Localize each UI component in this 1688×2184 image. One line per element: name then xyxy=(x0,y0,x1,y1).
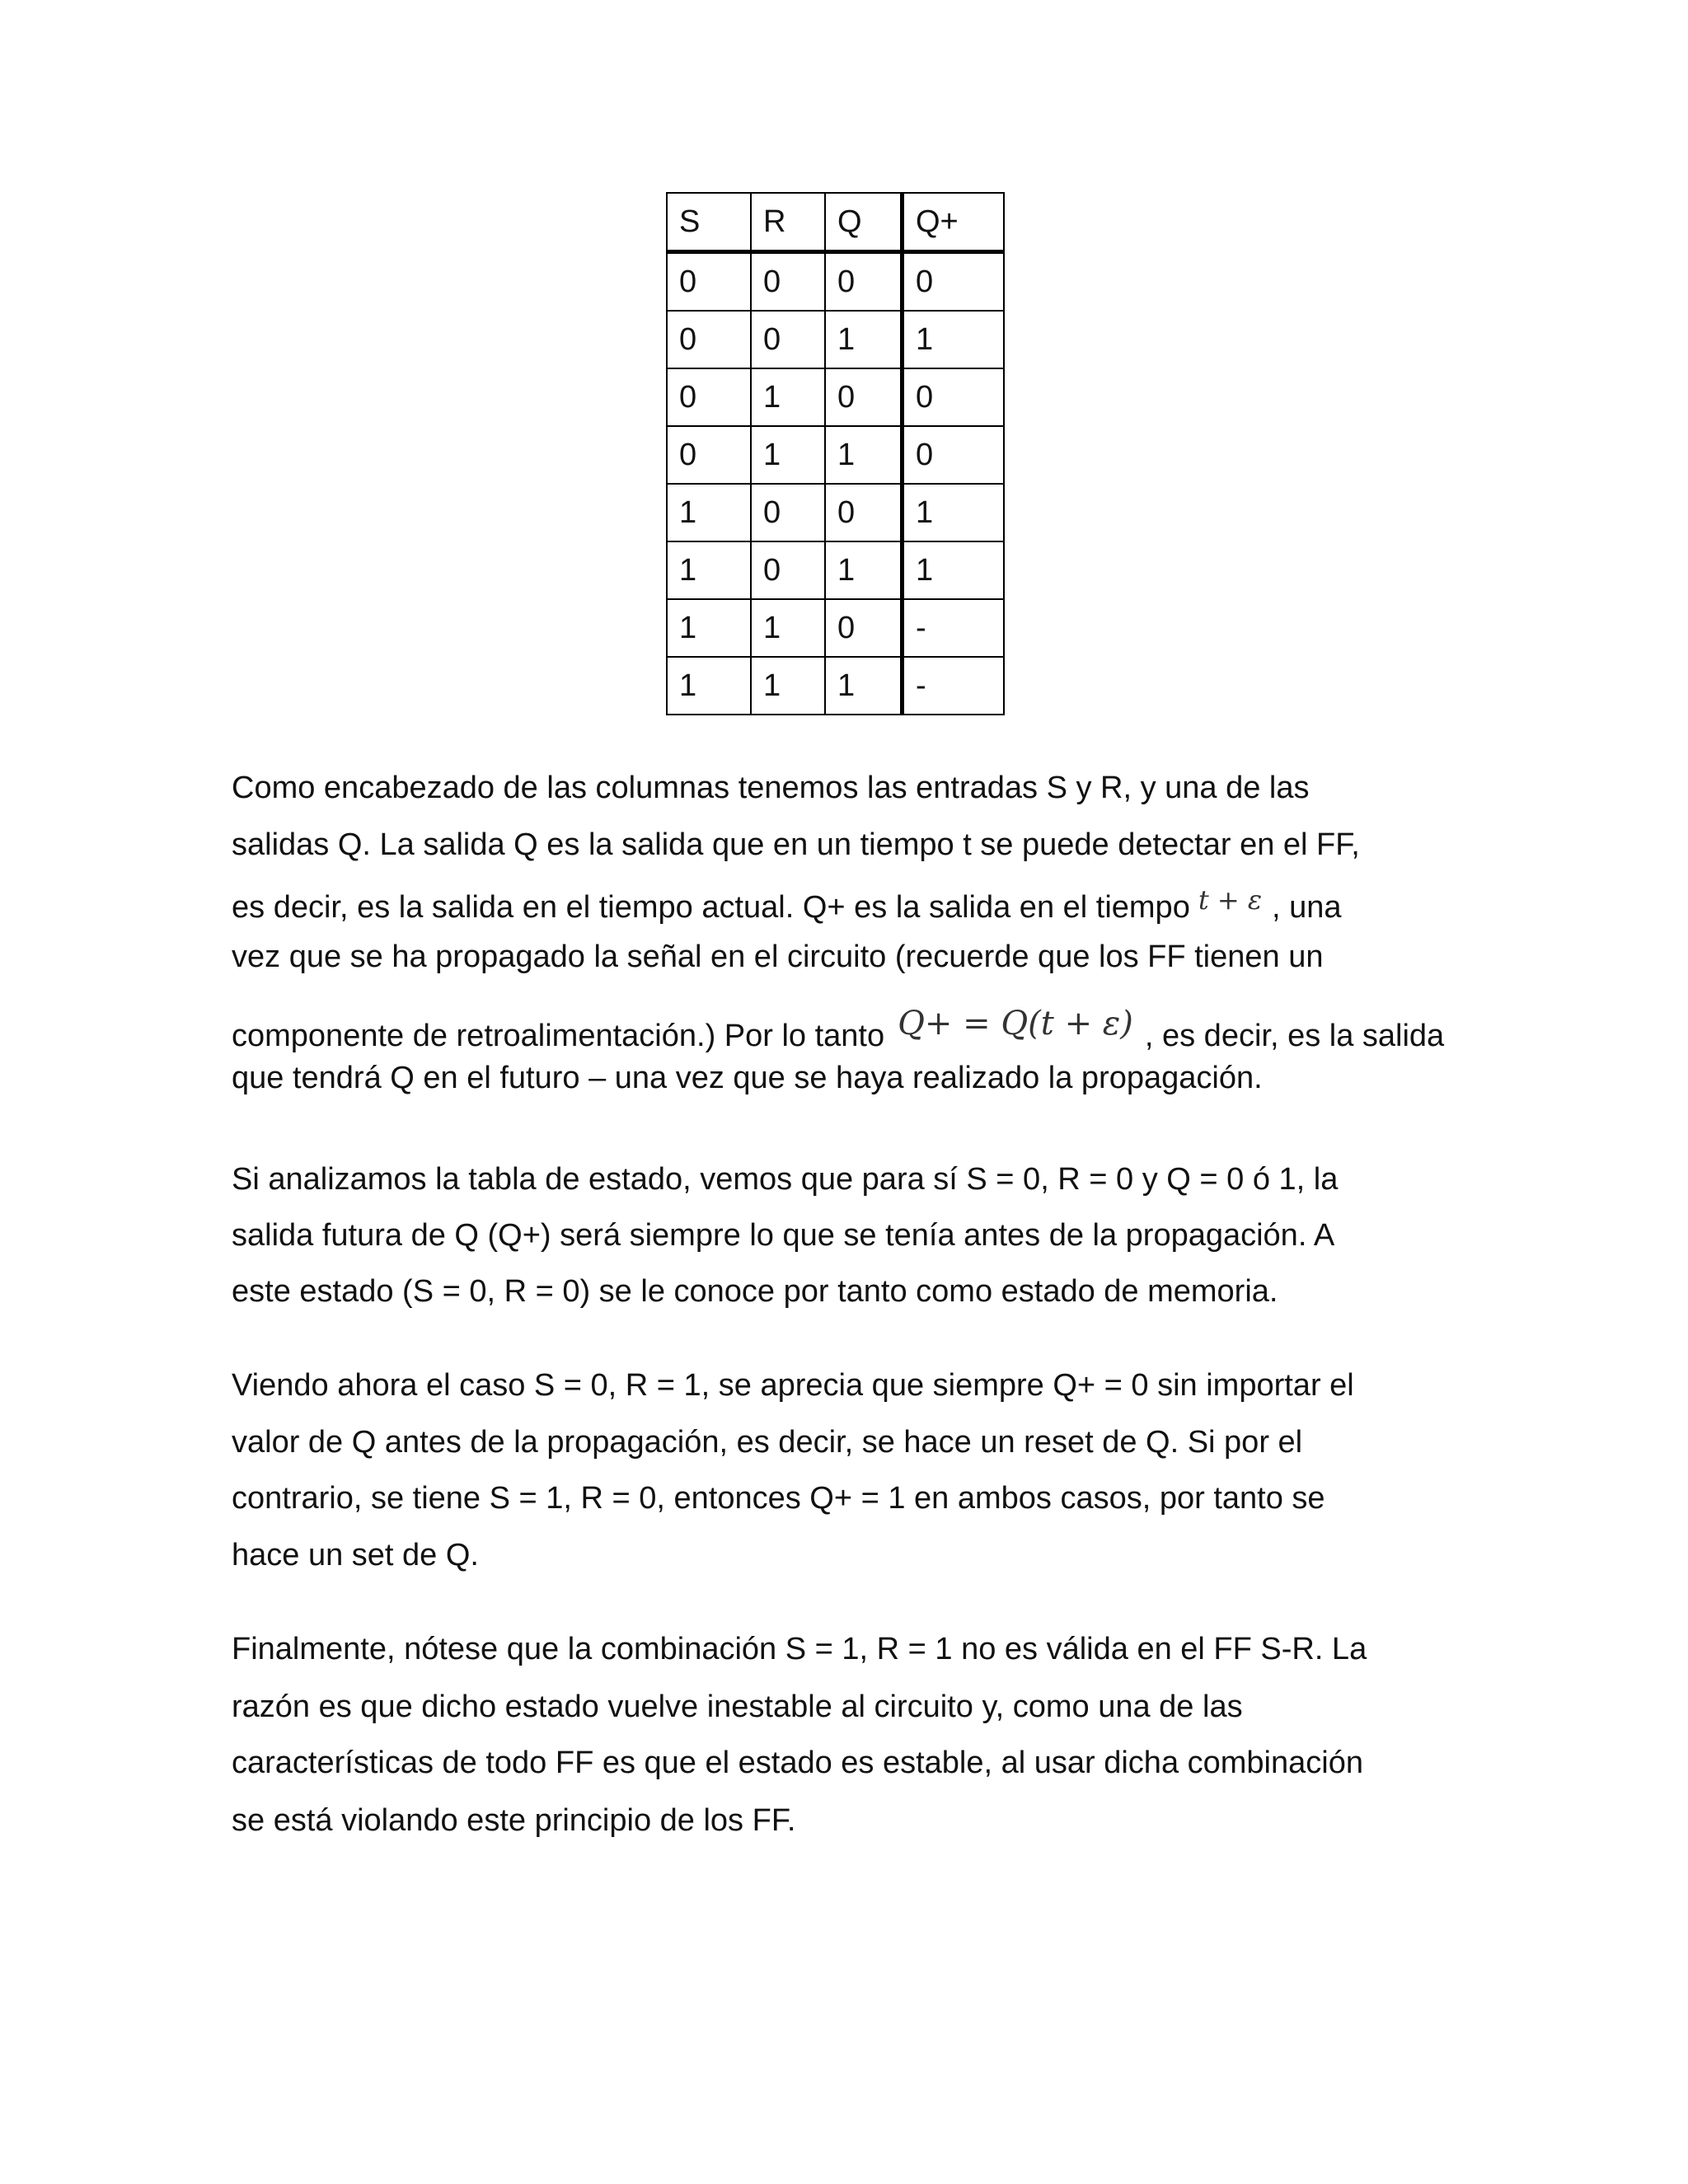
table-cell: - xyxy=(903,599,1005,657)
text-line-with-formula xyxy=(232,884,1342,926)
table-cell: 0 xyxy=(751,484,825,541)
table-cell: 1 xyxy=(751,426,825,484)
table-row xyxy=(667,252,1004,312)
column-header: S xyxy=(667,193,751,252)
table-row xyxy=(667,657,1004,715)
text-line: Como encabezado de las columnas tenemos las entradas S y R, y una de las xyxy=(232,771,1310,805)
table-row xyxy=(667,368,1004,426)
table-cell: 0 xyxy=(667,252,751,312)
text-line-with-formula xyxy=(232,1005,1444,1054)
table-header-row xyxy=(667,193,1004,252)
table-cell: 1 xyxy=(903,484,1005,541)
table-cell: 1 xyxy=(825,541,903,599)
table-row xyxy=(667,541,1004,599)
table-cell: 1 xyxy=(903,541,1005,599)
table-cell: 1 xyxy=(751,599,825,657)
column-header: R xyxy=(751,193,825,252)
table-cell: 0 xyxy=(903,368,1005,426)
column-header: Q xyxy=(825,193,903,252)
table-cell: 1 xyxy=(667,484,751,541)
table-row xyxy=(667,311,1004,368)
table-row xyxy=(667,484,1004,541)
table-cell: 0 xyxy=(825,252,903,312)
table-cell: 0 xyxy=(751,311,825,368)
text-line: este estado (S = 0, R = 0) se le conoce por tanto como estado de memoria. xyxy=(232,1274,1278,1309)
table-cell: 1 xyxy=(825,657,903,715)
table-cell: 0 xyxy=(903,252,1005,312)
table-cell: 1 xyxy=(667,599,751,657)
table-cell: 0 xyxy=(751,541,825,599)
table-cell: 1 xyxy=(825,311,903,368)
text-line: características de todo FF es que el estado es estable, al usar dicha combinación xyxy=(232,1746,1363,1780)
state-table-body xyxy=(667,193,1004,715)
text-line: Viendo ahora el caso S = 0, R = 1, se aprecia que siempre Q+ = 0 sin importar el xyxy=(232,1368,1354,1403)
text-line: Si analizamos la tabla de estado, vemos que para sí S = 0, R = 0 y Q = 0 ó 1, la xyxy=(232,1162,1339,1197)
text-line: vez que se ha propagado la señal en el circuito (recuerde que los FF tienen un xyxy=(232,940,1324,974)
table-cell: 0 xyxy=(667,426,751,484)
table-cell: 1 xyxy=(903,311,1005,368)
text-segment: es decir, es la salida en el tiempo actual. Q+ es la salida en el tiempo xyxy=(232,890,1190,925)
table-cell: 0 xyxy=(751,252,825,312)
table-cell: 1 xyxy=(751,368,825,426)
text-line: razón es que dicho estado vuelve inestable al circuito y, como una de las xyxy=(232,1690,1243,1724)
formula-q-plus: Q+ = Q(t + ε) xyxy=(898,1005,1133,1043)
text-line: contrario, se tiene S = 1, R = 0, entonces Q+ = 1 en ambos casos, por tanto se xyxy=(232,1481,1325,1516)
text-line: Finalmente, nótese que la combinación S = 1, R = 1 no es válida en el FF S-R. La xyxy=(232,1632,1367,1666)
text-line: salida futura de Q (Q+) será siempre lo que se tenía antes de la propagación. A xyxy=(232,1218,1335,1253)
column-header: Q+ xyxy=(903,193,1005,252)
text-segment: , es decir, es la salida xyxy=(1144,1019,1445,1053)
formula-t-plus-epsilon: t + ε xyxy=(1198,884,1263,916)
table-cell: 1 xyxy=(667,657,751,715)
state-table xyxy=(666,192,1005,715)
table-cell: 1 xyxy=(751,657,825,715)
text-line: salidas Q. La salida Q es la salida que en un tiempo t se puede detectar en el FF, xyxy=(232,827,1360,862)
table-cell: 0 xyxy=(825,368,903,426)
table-cell: 0 xyxy=(667,368,751,426)
table-row xyxy=(667,426,1004,484)
table-cell: 0 xyxy=(825,599,903,657)
table-cell: 0 xyxy=(667,311,751,368)
text-line: que tendrá Q en el futuro – una vez que se haya realizado la propagación. xyxy=(232,1061,1263,1095)
table-cell: 0 xyxy=(903,426,1005,484)
text-segment: componente de retroalimentación.) Por lo tanto xyxy=(232,1019,885,1053)
table-cell: 1 xyxy=(825,426,903,484)
text-line: se está violando este principio de los FF. xyxy=(232,1803,796,1838)
text-line: valor de Q antes de la propagación, es decir, se hace un reset de Q. Si por el xyxy=(232,1425,1303,1460)
table-row xyxy=(667,599,1004,657)
text-segment: , una xyxy=(1272,890,1342,925)
table-cell: - xyxy=(903,657,1005,715)
table-cell: 0 xyxy=(825,484,903,541)
text-line: hace un set de Q. xyxy=(232,1538,479,1572)
table-cell: 1 xyxy=(667,541,751,599)
